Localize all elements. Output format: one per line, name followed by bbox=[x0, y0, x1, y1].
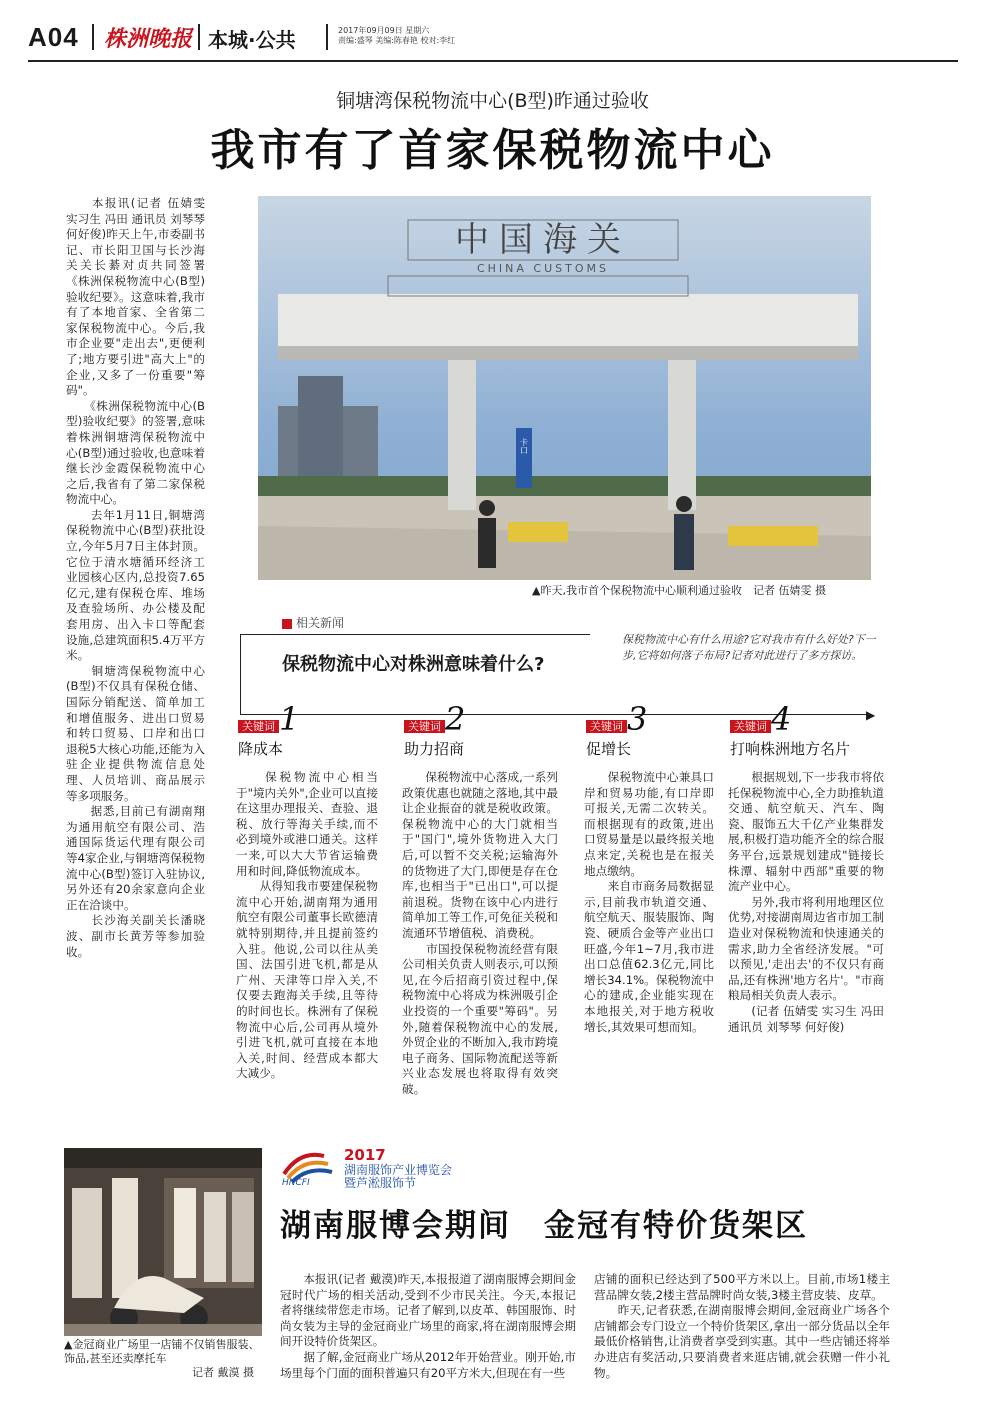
article2-column-2: 店铺的面积已经达到了500平方米以上。目前,市场1楼主营品牌女装,2楼主营品牌时尚女装,3楼主营皮装、皮草。 昨天,记者获悉,在湖南服博会期间,金冠商业广场各个店铺都会专门设立一个特价货架区,拿出一部分货品以全年最低价格销售,让消费者享受到实惠。其中一些店铺还将举办进店有奖活动,只要消费者来逛店铺,就会获赠一件小礼物。 bbox=[594, 1272, 890, 1380]
bracket-line bbox=[240, 634, 590, 635]
paragraph: 铜塘湾保税物流中心(B型)不仅具有保税仓储、国际分销配送、简单加工和增值服务、进出口贸易和转口贸易、口岸和出口退税5大核心功能,还能为入驻企业提供物流信息处理、人员培训、商品展示等多项服务。 bbox=[66, 663, 205, 803]
paper-logo: 株洲晚报 bbox=[104, 26, 193, 52]
paragraph: 《株洲保税物流中心(B型)验收纪要》的签署,意味着株洲铜塘湾保税物流中心(B型)通过验收,也意味着继长沙金霞保税物流中心之后,我省有了第二家保税物流中心。 bbox=[66, 398, 205, 507]
photo-credit: 记者 戴漠 摄 bbox=[192, 1366, 254, 1379]
keyword-4-column bbox=[728, 770, 884, 1035]
expo-brand: HNCFI bbox=[282, 1178, 310, 1186]
page-number: A04 bbox=[28, 22, 79, 52]
keyword-3-header: 关键词 3 促增长 bbox=[586, 700, 648, 758]
customs-gate-photo bbox=[258, 196, 871, 580]
store-photo-caption: ▲金冠商业广场里一店铺不仅销售服装、饰品,甚至还卖摩托车 记者 戴漠 摄 bbox=[64, 1338, 264, 1380]
store-photo bbox=[64, 1148, 262, 1336]
paragraph: 另外,我市将利用地理区位优势,对接湖南周边省市加工制造业对保税物流和快速通关的需求,助力全省经济发展。"可以预见,'走出去'的不仅只有商品,还有株洲'地方名片'。"市商粮局相关负责人表示。 bbox=[728, 894, 884, 1003]
article-title: 我市有了首家保税物流中心 bbox=[210, 125, 775, 176]
header-divider bbox=[92, 24, 94, 50]
keyword-4-header: 关键词 4 打响株洲地方名片 bbox=[730, 700, 851, 758]
paragraph: 据悉,目前已有湖南翔为通用航空有限公司、浩通国际货运代理有限公司等4家企业,与铜塘湾保税物流中心(B型)签订入驻协议,另外还有20余家意向企业正在洽谈中。 bbox=[66, 804, 205, 912]
customs-sign-en: CHINA CUSTOMS bbox=[476, 262, 610, 275]
article2-title: 湖南服博会期间 金冠有特价货架区 bbox=[280, 1208, 808, 1244]
customs-sign-text: 中国海关 bbox=[455, 220, 631, 260]
keyword-4-name: 打响株洲地方名片 bbox=[730, 740, 851, 758]
related-tag: 相关新闻 bbox=[282, 614, 344, 631]
arrow-right-icon: ▶ bbox=[866, 708, 876, 722]
keyword-2-name: 助力招商 bbox=[404, 740, 465, 758]
related-intro: 保税物流中心有什么用途?它对我市有什么好处?下一步,它将如何落子布局?记者对此进行了多方探访。 bbox=[622, 633, 876, 662]
related-tag-marker bbox=[282, 619, 292, 629]
paragraph: 根据规划,下一步我市将依托保税物流中心,全力助推轨道交通、航空航天、汽车、陶瓷、服饰五大千亿产业集群发展,积极打造功能齐全的综合服务平台,远景规划建成"链接长株潭、辐射中西部"重要的物流产业中心。 bbox=[728, 770, 884, 894]
header-divider bbox=[326, 24, 328, 50]
paragraph: 从得知我市要建保税物流中心开始,湖南翔为通用航空有限公司董事长欧德清就特别期待,并且提前签约入驻。他说,公司以往从美国、法国引进飞机,都是从广州、天津等口岸入关,不仅要去跑海关手续,且等待的时间也长。株洲有了保税物流中心后,公司再从境外引进飞机,就可直接在本地入关,时间、经营成本都大大减少。 bbox=[236, 879, 378, 1081]
keyword-2-header: 关键词 2 助力招商 bbox=[404, 700, 466, 758]
keyword-3-name: 促增长 bbox=[586, 740, 632, 758]
paragraph: 保税物流中心相当于"境内关外",企业可以直接在这里办理报关、查验、退税、放行等海关手续,而不必到境外或港口通关。这样一来,可以大大节省运输费用和时间,降低物流成本。 bbox=[236, 770, 378, 878]
article2-column-1: 本报讯(记者 戴漠)昨天,本报报道了湖南服博会期间金冠时代广场的相关活动,受到不少市民关注。今天,本报记者将继续带您走市场。记者了解到,以皮革、韩国服饰、时尚女装为主导的金冠商业广场里的商家,将在湖南服博会期间开设特价货架区。 据了解,金冠商业广场从2012年开始营业。刚开始,市场里每个门面的面积普遍只有20平方米大,但现在有一些 bbox=[280, 1272, 576, 1380]
expo-logo-icon bbox=[280, 1146, 344, 1186]
store-illustration bbox=[64, 1148, 262, 1336]
header-divider bbox=[198, 24, 200, 50]
article-subtitle: 铜塘湾保税物流中心(B型)昨通过验收 bbox=[336, 90, 649, 112]
paragraph: 保税物流中心兼具口岸和贸易功能,有口岸即可报关,无需二次转关。而根据现有的政策,进出口贸易量是以最终报关地点来定,关税也是在报关地点缴纳。 bbox=[584, 770, 714, 878]
paragraph: (记者 伍婧雯 实习生 冯田 通讯员 刘琴琴 何好俊) bbox=[728, 1003, 884, 1034]
paragraph: 来自市商务局数据显示,目前我市轨道交通、航空航天、服装服饰、陶瓷、硬质合金等产业出口旺盛,今年1~7月,我市进出口总值62.3亿元,同比增长34.1%。保税物流中心的建成,企业能实现在本地报关,对于地方税收增长,其效果可想而知。 bbox=[584, 879, 714, 1034]
keyword-1-column bbox=[236, 770, 378, 1082]
paragraph: 市国投保税物流经营有限公司相关负责人则表示,可以预见,在今后招商引资过程中,保税物流中心将成为株洲吸引企业投资的一个重要"筹码"。另外,随着保税物流中心的发展,外贸企业的不断加入,我市跨境电子商务、国际物流配送等新兴业态发展也将取得有效突破。 bbox=[402, 941, 558, 1096]
expo-name: 2017 湖南服饰产业博览会 暨芦淞服饰节 bbox=[344, 1146, 453, 1190]
expo-logo bbox=[280, 1146, 344, 1190]
header-meta: 2017年09月09日 星期六 责编:盛琴 美编:陈春艳 校对:李红 bbox=[338, 26, 456, 45]
paragraph: 去年1月11日,铜塘湾保税物流中心(B型)获批设立,今年5月7日主体封顶。它位于清水塘循环经济工业园核心区内,总投资7.65亿元,建有保税仓库、堆场及查验场所、办公楼及配套用房、出入卡口等配套设施,总建筑面积5.4万平方米。 bbox=[66, 507, 205, 663]
paragraph: 本报讯(记者 伍婧雯 实习生 冯田 通讯员 刘琴琴 何好俊)昨天上午,市委副书记、市长阳卫国与长沙海关关长綦对贞共同签署《株洲保税物流中心(B型)验收纪要》。这意味着,我市有了本地首家、全省第二家保税物流中心。今后,我市企业要"走出去",更便利了;地方要引进"高大上"的企业,又多了一份重要"筹码"。 bbox=[66, 196, 205, 398]
customs-gate-illustration bbox=[258, 196, 871, 580]
keyword-3-column bbox=[584, 770, 714, 1035]
related-headline: 保税物流中心对株洲意味着什么? bbox=[282, 654, 545, 675]
keyword-1-header: 关键词 1 降成本 bbox=[238, 700, 300, 758]
gate-sign: 卡口 bbox=[519, 438, 529, 454]
header-rule bbox=[28, 60, 958, 62]
keyword-2-column bbox=[402, 770, 558, 1097]
keyword-1-name: 降成本 bbox=[238, 740, 284, 758]
photo-caption: ▲昨天,我市首个保税物流中心顺利通过验收 记者 伍婧雯 摄 bbox=[532, 584, 826, 597]
article-left-column bbox=[66, 196, 205, 960]
paragraph: 保税物流中心落成,一系列政策优惠也就随之落地,其中最让企业振奋的就是税收政策。保税物流中心的大门就相当于"国门",境外货物进入大门后,可以暂不交关税;运输海外的货物进了大门,即便是存在仓库,也相当于"已出口",可以提前退税。货物在该中心内进行简单加工等工作,可免征关税和流通环节增值税、消费税。 bbox=[402, 770, 558, 940]
section-name: 本城·公共 bbox=[208, 28, 296, 52]
paragraph: 长沙海关副关长潘晓波、副市长黄芳等参加验收。 bbox=[66, 913, 205, 959]
